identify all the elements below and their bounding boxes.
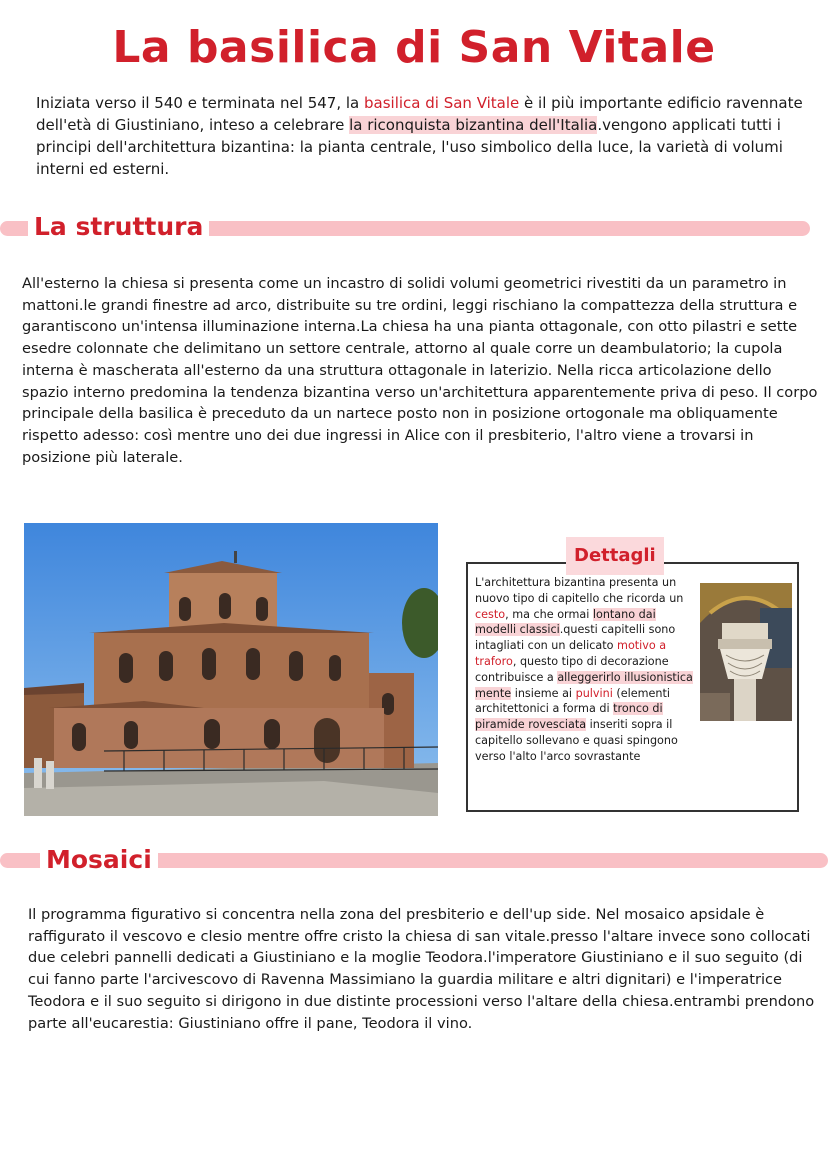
intro-text-1: Iniziata verso il 540 e terminata nel 547, la bbox=[36, 94, 365, 112]
dettagli-text-4: , questo tipo di decorazione contribuisce a bbox=[475, 654, 669, 684]
intro-keyword-riconquista: la riconquista bizantina dell'Italia bbox=[349, 116, 598, 134]
dettagli-keyword-tronco: tronco di piramide rovesciata bbox=[475, 702, 663, 732]
intro-keyword-basilica: basilica di San Vitale bbox=[364, 94, 520, 112]
dettagli-keyword-alleggerirlo: alleggerirlo illusionistica mente bbox=[475, 670, 693, 700]
section-divider-struttura bbox=[190, 221, 810, 236]
page-title: La basilica di San Vitale bbox=[112, 22, 716, 73]
dettagli-keyword-cesto: cesto bbox=[475, 607, 506, 621]
basilica-photo bbox=[24, 523, 438, 816]
dettagli-text-6: (elementi architettonici a forma di bbox=[475, 686, 670, 716]
dettagli-text-1: L'architettura bizantina presenta un nuovo tipo di capitello che ricorda un bbox=[475, 576, 684, 605]
intro-text-2: è il più importante edificio ravennate dell'età di Giustiniano, inteso a celebrare bbox=[36, 94, 803, 134]
dettagli-keyword-traforo: motivo a traforo bbox=[475, 639, 667, 668]
dettagli-text-2: , ma che ormai bbox=[505, 607, 593, 621]
intro-paragraph bbox=[36, 92, 826, 180]
dettagli-keyword-modelli: lontano dai modelli classici bbox=[475, 607, 656, 637]
section-heading-mosaici: Mosaici bbox=[40, 845, 158, 874]
dettagli-keyword-pulvini: pulvini bbox=[575, 686, 613, 700]
mosaici-paragraph: Il programma figurativo si concentra nella zona del presbiterio e dell'up side. Nel mosaico apsidale è raffigurato il vescovo e clesio mentre offre cristo la chiesa di san vitale.presso l'altare invece sono collocati due celebri pannelli dedicati a Giustiniano e la moglie Teodora.l'imperatore Giustiniano e il suo seguito (di cui fanno parte l'arcivescovo di Ravenna Massimiano la guardia militare e altri dignitari) e l'imperatrice Teodora e il suo seguito si dirigono in due distinte processioni verso l'altare della chiesa.entrambi prendono parte all'eucarestia: Giustiniano offre il pane, Teodora il vino. bbox=[28, 906, 815, 1032]
struttura-paragraph: All'esterno la chiesa si presenta come un incastro di solidi volumi geometrici rivestiti da un parametro in mattoni.le grandi finestre ad arco, distribuite su tre ordini, leggi rischiano la compattezza della struttura e garantiscono un'intensa illuminazione interna.La chiesa ha una pianta ottagonale, con otto pilastri e sette esedre colonnate che delimitano un settore centrale, attorno al quale corre un deambulatorio; la cupola interna è mascherata all'esterno da una struttura ottagonale in laterizio. Nella ricca articolazione dello spazio interno predomina la tendenza bizantina verso un'architettura apparentemente priva di peso. Il corpo principale della basilica è preceduto da un nartece posto non in posizione ortogonale ma obliquamente rispetto adesso: così mentre uno dei due ingressi in Alice con il presbiterio, l'altro viene a trovarsi in posizione più laterale. bbox=[22, 275, 818, 466]
dettagli-text-3: .questi capitelli sono intagliati con un delicato bbox=[475, 623, 676, 653]
intro-text-3: .vengono applicati tutti i principi dell'architettura bizantina: la pianta centrale, l'uso simbolico della luce, la varietà di volumi interni ed esterni. bbox=[36, 116, 783, 178]
section-divider-mosaici bbox=[128, 853, 828, 868]
capitello-photo bbox=[700, 583, 792, 721]
dettagli-text bbox=[475, 575, 693, 765]
dettagli-heading: Dettagli bbox=[566, 537, 664, 575]
dettagli-text-7: inseriti sopra il capitello sollevano e quasi spingono verso l'alto l'arco sovrastante bbox=[475, 718, 678, 763]
dettagli-text-5: insieme ai bbox=[511, 686, 576, 700]
section-heading-struttura: La struttura bbox=[28, 212, 209, 241]
